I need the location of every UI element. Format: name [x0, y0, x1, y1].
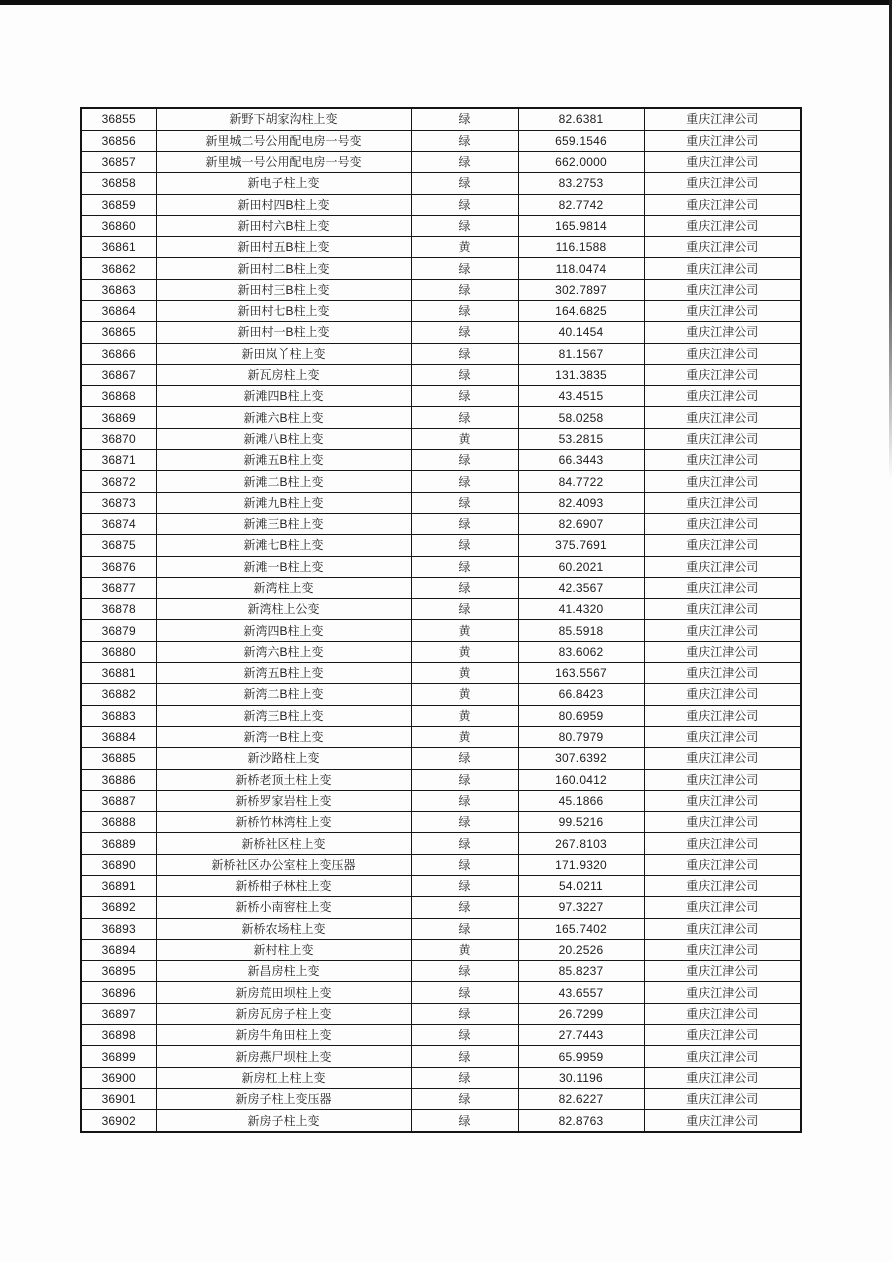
cell-company: 重庆江津公司: [644, 151, 801, 172]
cell-id: 36880: [81, 641, 156, 662]
cell-name: 新滩二B柱上变: [156, 471, 411, 492]
cell-id: 36869: [81, 407, 156, 428]
cell-status: 绿: [411, 194, 518, 215]
cell-value: 20.2526: [518, 939, 644, 960]
table-row: [81, 1003, 801, 1024]
cell-value: 58.0258: [518, 407, 644, 428]
cell-company: 重庆江津公司: [644, 556, 801, 577]
cell-company: 重庆江津公司: [644, 471, 801, 492]
table-row: [81, 471, 801, 492]
cell-id: 36890: [81, 854, 156, 875]
cell-id: 36886: [81, 769, 156, 790]
table-row: [81, 769, 801, 790]
cell-id: 36870: [81, 428, 156, 449]
cell-value: 82.6381: [518, 108, 644, 130]
cell-name: 新里城一号公用配电房一号变: [156, 151, 411, 172]
cell-name: 新田村七B柱上变: [156, 300, 411, 321]
cell-company: 重庆江津公司: [644, 1046, 801, 1067]
table-row: [81, 130, 801, 151]
cell-id: 36863: [81, 279, 156, 300]
cell-name: 新房杠上柱上变: [156, 1067, 411, 1088]
cell-status: 绿: [411, 258, 518, 279]
table-row: [81, 663, 801, 684]
cell-name: 新湾六B柱上变: [156, 641, 411, 662]
table-row: [81, 982, 801, 1003]
cell-name: 新滩五B柱上变: [156, 450, 411, 471]
cell-value: 66.3443: [518, 450, 644, 471]
cell-company: 重庆江津公司: [644, 322, 801, 343]
cell-id: 36857: [81, 151, 156, 172]
cell-company: 重庆江津公司: [644, 833, 801, 854]
cell-name: 新滩三B柱上变: [156, 513, 411, 534]
table-row: [81, 599, 801, 620]
cell-status: 绿: [411, 1067, 518, 1088]
cell-status: 绿: [411, 854, 518, 875]
table-row: [81, 173, 801, 194]
cell-name: 新房子柱上变压器: [156, 1088, 411, 1109]
cell-id: 36896: [81, 982, 156, 1003]
cell-name: 新桥农场柱上变: [156, 918, 411, 939]
cell-value: 60.2021: [518, 556, 644, 577]
cell-status: 绿: [411, 364, 518, 385]
cell-company: 重庆江津公司: [644, 982, 801, 1003]
cell-name: 新房荒田坝柱上变: [156, 982, 411, 1003]
cell-id: 36879: [81, 620, 156, 641]
cell-name: 新田村一B柱上变: [156, 322, 411, 343]
cell-id: 36856: [81, 130, 156, 151]
cell-company: 重庆江津公司: [644, 876, 801, 897]
cell-value: 43.6557: [518, 982, 644, 1003]
cell-id: 36902: [81, 1110, 156, 1132]
scan-top-edge: [0, 0, 892, 5]
table-row: [81, 726, 801, 747]
cell-value: 27.7443: [518, 1025, 644, 1046]
cell-id: 36885: [81, 748, 156, 769]
cell-company: 重庆江津公司: [644, 790, 801, 811]
table-row: [81, 620, 801, 641]
cell-name: 新湾柱上变: [156, 577, 411, 598]
cell-company: 重庆江津公司: [644, 1110, 801, 1132]
table-row: [81, 684, 801, 705]
cell-value: 164.6825: [518, 300, 644, 321]
cell-value: 80.6959: [518, 705, 644, 726]
table-row: [81, 343, 801, 364]
table-row: [81, 1110, 801, 1132]
cell-name: 新田村二B柱上变: [156, 258, 411, 279]
cell-name: 新桥小南窖柱上变: [156, 897, 411, 918]
cell-value: 30.1196: [518, 1067, 644, 1088]
cell-name: 新房瓦房子柱上变: [156, 1003, 411, 1024]
cell-id: 36891: [81, 876, 156, 897]
cell-value: 302.7897: [518, 279, 644, 300]
table-row: [81, 279, 801, 300]
cell-company: 重庆江津公司: [644, 300, 801, 321]
cell-status: 绿: [411, 279, 518, 300]
cell-company: 重庆江津公司: [644, 364, 801, 385]
cell-company: 重庆江津公司: [644, 130, 801, 151]
cell-name: 新房牛角田柱上变: [156, 1025, 411, 1046]
cell-company: 重庆江津公司: [644, 386, 801, 407]
table-row: [81, 897, 801, 918]
cell-id: 36895: [81, 961, 156, 982]
cell-company: 重庆江津公司: [644, 215, 801, 236]
cell-status: 绿: [411, 556, 518, 577]
cell-status: 绿: [411, 833, 518, 854]
cell-id: 36900: [81, 1067, 156, 1088]
table-row: [81, 258, 801, 279]
cell-company: 重庆江津公司: [644, 258, 801, 279]
table-row: [81, 556, 801, 577]
cell-name: 新滩六B柱上变: [156, 407, 411, 428]
table-row: [81, 748, 801, 769]
cell-name: 新滩九B柱上变: [156, 492, 411, 513]
cell-company: 重庆江津公司: [644, 173, 801, 194]
cell-id: 36862: [81, 258, 156, 279]
cell-status: 绿: [411, 918, 518, 939]
cell-status: 绿: [411, 386, 518, 407]
cell-value: 82.4093: [518, 492, 644, 513]
cell-company: 重庆江津公司: [644, 705, 801, 726]
cell-company: 重庆江津公司: [644, 279, 801, 300]
cell-value: 160.0412: [518, 769, 644, 790]
cell-name: 新湾柱上公变: [156, 599, 411, 620]
cell-status: 黄: [411, 237, 518, 258]
cell-value: 45.1866: [518, 790, 644, 811]
cell-value: 53.2815: [518, 428, 644, 449]
cell-status: 绿: [411, 812, 518, 833]
table-row: [81, 705, 801, 726]
cell-value: 375.7691: [518, 535, 644, 556]
cell-name: 新里城二号公用配电房一号变: [156, 130, 411, 151]
cell-status: 绿: [411, 1110, 518, 1132]
cell-status: 绿: [411, 215, 518, 236]
cell-status: 绿: [411, 1003, 518, 1024]
cell-name: 新村柱上变: [156, 939, 411, 960]
cell-status: 黄: [411, 620, 518, 641]
table-row: [81, 407, 801, 428]
cell-status: 黄: [411, 939, 518, 960]
cell-company: 重庆江津公司: [644, 1025, 801, 1046]
cell-value: 171.9320: [518, 854, 644, 875]
cell-value: 82.8763: [518, 1110, 644, 1132]
cell-value: 97.3227: [518, 897, 644, 918]
cell-value: 84.7722: [518, 471, 644, 492]
cell-id: 36860: [81, 215, 156, 236]
cell-company: 重庆江津公司: [644, 726, 801, 747]
cell-name: 新瓦房柱上变: [156, 364, 411, 385]
cell-id: 36866: [81, 343, 156, 364]
cell-company: 重庆江津公司: [644, 684, 801, 705]
cell-company: 重庆江津公司: [644, 407, 801, 428]
cell-company: 重庆江津公司: [644, 577, 801, 598]
table-row: [81, 364, 801, 385]
cell-company: 重庆江津公司: [644, 620, 801, 641]
cell-value: 165.7402: [518, 918, 644, 939]
cell-status: 绿: [411, 173, 518, 194]
cell-name: 新田村四B柱上变: [156, 194, 411, 215]
cell-name: 新湾三B柱上变: [156, 705, 411, 726]
table-row: [81, 215, 801, 236]
cell-status: 绿: [411, 513, 518, 534]
cell-name: 新电子柱上变: [156, 173, 411, 194]
cell-id: 36868: [81, 386, 156, 407]
table-row: [81, 322, 801, 343]
cell-name: 新滩八B柱上变: [156, 428, 411, 449]
cell-name: 新滩七B柱上变: [156, 535, 411, 556]
cell-id: 36884: [81, 726, 156, 747]
cell-status: 绿: [411, 108, 518, 130]
cell-company: 重庆江津公司: [644, 599, 801, 620]
cell-value: 41.4320: [518, 599, 644, 620]
cell-status: 绿: [411, 769, 518, 790]
cell-company: 重庆江津公司: [644, 1067, 801, 1088]
table-row: [81, 513, 801, 534]
cell-id: 36865: [81, 322, 156, 343]
table-row: [81, 386, 801, 407]
cell-name: 新湾一B柱上变: [156, 726, 411, 747]
cell-id: 36887: [81, 790, 156, 811]
cell-status: 绿: [411, 1025, 518, 1046]
cell-company: 重庆江津公司: [644, 918, 801, 939]
cell-status: 绿: [411, 471, 518, 492]
cell-name: 新桥社区办公室柱上变压器: [156, 854, 411, 875]
cell-company: 重庆江津公司: [644, 108, 801, 130]
cell-name: 新田岚丫柱上变: [156, 343, 411, 364]
cell-name: 新桥罗家岩柱上变: [156, 790, 411, 811]
cell-value: 82.6907: [518, 513, 644, 534]
table-row: [81, 237, 801, 258]
cell-value: 85.5918: [518, 620, 644, 641]
cell-status: 绿: [411, 897, 518, 918]
cell-company: 重庆江津公司: [644, 854, 801, 875]
cell-name: 新滩一B柱上变: [156, 556, 411, 577]
cell-name: 新滩四B柱上变: [156, 386, 411, 407]
cell-status: 黄: [411, 726, 518, 747]
table-row: [81, 577, 801, 598]
cell-id: 36883: [81, 705, 156, 726]
cell-id: 36878: [81, 599, 156, 620]
cell-id: 36899: [81, 1046, 156, 1067]
cell-status: 绿: [411, 535, 518, 556]
cell-status: 黄: [411, 641, 518, 662]
cell-company: 重庆江津公司: [644, 343, 801, 364]
cell-status: 黄: [411, 705, 518, 726]
cell-status: 绿: [411, 577, 518, 598]
cell-id: 36861: [81, 237, 156, 258]
table-row: [81, 535, 801, 556]
cell-value: 116.1588: [518, 237, 644, 258]
cell-name: 新桥社区柱上变: [156, 833, 411, 854]
cell-id: 36867: [81, 364, 156, 385]
cell-name: 新湾五B柱上变: [156, 663, 411, 684]
table-row: [81, 876, 801, 897]
cell-id: 36875: [81, 535, 156, 556]
cell-company: 重庆江津公司: [644, 492, 801, 513]
cell-status: 黄: [411, 428, 518, 449]
cell-value: 83.6062: [518, 641, 644, 662]
cell-value: 267.8103: [518, 833, 644, 854]
cell-company: 重庆江津公司: [644, 748, 801, 769]
cell-company: 重庆江津公司: [644, 428, 801, 449]
cell-status: 绿: [411, 599, 518, 620]
cell-company: 重庆江津公司: [644, 769, 801, 790]
cell-status: 黄: [411, 663, 518, 684]
table-body: [81, 108, 801, 1132]
cell-status: 绿: [411, 300, 518, 321]
cell-name: 新田村五B柱上变: [156, 237, 411, 258]
cell-company: 重庆江津公司: [644, 237, 801, 258]
transformer-table: [80, 107, 802, 1133]
table-row: [81, 300, 801, 321]
cell-value: 83.2753: [518, 173, 644, 194]
cell-company: 重庆江津公司: [644, 194, 801, 215]
table-row: [81, 918, 801, 939]
cell-status: 绿: [411, 450, 518, 471]
cell-id: 36877: [81, 577, 156, 598]
cell-value: 131.3835: [518, 364, 644, 385]
cell-status: 绿: [411, 492, 518, 513]
cell-name: 新沙路柱上变: [156, 748, 411, 769]
cell-name: 新房燕尸坝柱上变: [156, 1046, 411, 1067]
cell-status: 绿: [411, 130, 518, 151]
cell-value: 82.6227: [518, 1088, 644, 1109]
table-row: [81, 790, 801, 811]
cell-id: 36893: [81, 918, 156, 939]
cell-id: 36894: [81, 939, 156, 960]
cell-company: 重庆江津公司: [644, 663, 801, 684]
cell-name: 新房子柱上变: [156, 1110, 411, 1132]
cell-id: 36892: [81, 897, 156, 918]
cell-id: 36871: [81, 450, 156, 471]
cell-id: 36874: [81, 513, 156, 534]
cell-status: 绿: [411, 1046, 518, 1067]
cell-value: 40.1454: [518, 322, 644, 343]
cell-name: 新桥柑子林柱上变: [156, 876, 411, 897]
cell-id: 36881: [81, 663, 156, 684]
table-row: [81, 151, 801, 172]
cell-value: 81.1567: [518, 343, 644, 364]
cell-name: 新湾四B柱上变: [156, 620, 411, 641]
cell-company: 重庆江津公司: [644, 450, 801, 471]
cell-status: 黄: [411, 684, 518, 705]
cell-id: 36864: [81, 300, 156, 321]
table-row: [81, 939, 801, 960]
cell-id: 36876: [81, 556, 156, 577]
table-row: [81, 108, 801, 130]
cell-name: 新昌房柱上变: [156, 961, 411, 982]
cell-value: 163.5567: [518, 663, 644, 684]
cell-status: 绿: [411, 790, 518, 811]
table-row: [81, 812, 801, 833]
cell-status: 绿: [411, 322, 518, 343]
table-row: [81, 961, 801, 982]
cell-value: 82.7742: [518, 194, 644, 215]
cell-company: 重庆江津公司: [644, 641, 801, 662]
cell-company: 重庆江津公司: [644, 939, 801, 960]
table-row: [81, 854, 801, 875]
cell-value: 165.9814: [518, 215, 644, 236]
cell-status: 绿: [411, 407, 518, 428]
cell-value: 307.6392: [518, 748, 644, 769]
cell-status: 绿: [411, 151, 518, 172]
cell-name: 新田村六B柱上变: [156, 215, 411, 236]
table-row: [81, 194, 801, 215]
cell-value: 65.9959: [518, 1046, 644, 1067]
cell-name: 新桥竹林湾柱上变: [156, 812, 411, 833]
cell-value: 99.5216: [518, 812, 644, 833]
cell-id: 36858: [81, 173, 156, 194]
table-row: [81, 1067, 801, 1088]
cell-company: 重庆江津公司: [644, 961, 801, 982]
cell-company: 重庆江津公司: [644, 513, 801, 534]
cell-value: 662.0000: [518, 151, 644, 172]
table-row: [81, 428, 801, 449]
cell-id: 36859: [81, 194, 156, 215]
cell-name: 新野下胡家沟柱上变: [156, 108, 411, 130]
cell-value: 80.7979: [518, 726, 644, 747]
table-row: [81, 1046, 801, 1067]
table-row: [81, 833, 801, 854]
cell-value: 43.4515: [518, 386, 644, 407]
cell-id: 36873: [81, 492, 156, 513]
cell-company: 重庆江津公司: [644, 535, 801, 556]
cell-status: 绿: [411, 876, 518, 897]
cell-company: 重庆江津公司: [644, 897, 801, 918]
table-row: [81, 1025, 801, 1046]
cell-id: 36898: [81, 1025, 156, 1046]
cell-id: 36897: [81, 1003, 156, 1024]
cell-company: 重庆江津公司: [644, 1003, 801, 1024]
cell-value: 118.0474: [518, 258, 644, 279]
cell-name: 新桥老顶土柱上变: [156, 769, 411, 790]
cell-status: 绿: [411, 748, 518, 769]
cell-value: 66.8423: [518, 684, 644, 705]
cell-status: 绿: [411, 1088, 518, 1109]
table-row: [81, 492, 801, 513]
cell-id: 36888: [81, 812, 156, 833]
cell-company: 重庆江津公司: [644, 812, 801, 833]
cell-value: 85.8237: [518, 961, 644, 982]
cell-status: 绿: [411, 343, 518, 364]
cell-id: 36901: [81, 1088, 156, 1109]
cell-id: 36889: [81, 833, 156, 854]
table-row: [81, 641, 801, 662]
cell-company: 重庆江津公司: [644, 1088, 801, 1109]
cell-value: 659.1546: [518, 130, 644, 151]
cell-status: 绿: [411, 961, 518, 982]
cell-value: 42.3567: [518, 577, 644, 598]
cell-value: 26.7299: [518, 1003, 644, 1024]
cell-value: 54.0211: [518, 876, 644, 897]
cell-name: 新湾二B柱上变: [156, 684, 411, 705]
table-row: [81, 1088, 801, 1109]
cell-id: 36872: [81, 471, 156, 492]
cell-name: 新田村三B柱上变: [156, 279, 411, 300]
table-row: [81, 450, 801, 471]
cell-status: 绿: [411, 982, 518, 1003]
cell-id: 36882: [81, 684, 156, 705]
cell-id: 36855: [81, 108, 156, 130]
